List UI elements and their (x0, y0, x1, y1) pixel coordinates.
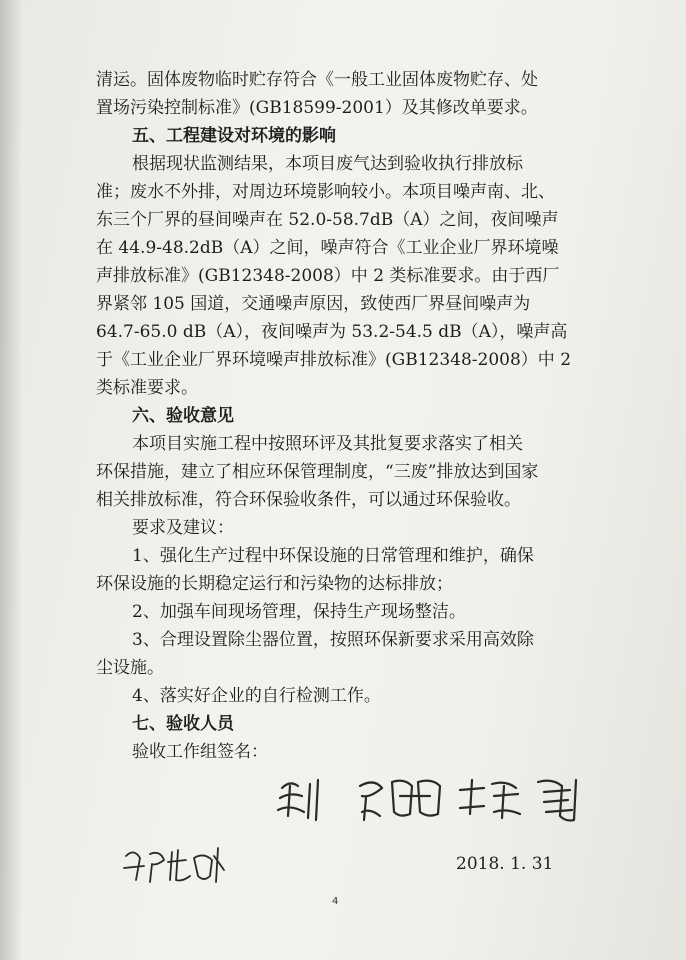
list-item: 2、加强车间现场管理，保持生产现场整洁。 (132, 602, 466, 622)
body-line: 在 44.9-48.2dB（A）之间，噪声符合《工业企业厂界环境噪 (96, 238, 559, 258)
document-body (96, 66, 586, 766)
section-heading-5: 五、工程建设对环境的影响 (132, 126, 336, 146)
body-line: 声排放标准》(GB12348-2008）中 2 类标准要求。由于西厂 (96, 266, 560, 286)
list-item-continued: 环保设施的长期稳定运行和污染物的达标排放； (96, 574, 453, 594)
body-line: 东三个厂界的昼间噪声在 52.0-58.7dB（A）之间，夜间噪声 (96, 210, 559, 230)
section-heading-7: 七、验收人员 (132, 714, 234, 734)
handwritten-signatures (270, 768, 630, 828)
page-number: 4 (332, 896, 339, 907)
body-line: 根据现状监测结果，本项目废气达到验收执行排放标 (132, 154, 523, 174)
body-line: 环保措施，建立了相应环保管理制度，“三废”排放达到国家 (96, 462, 539, 482)
body-line: 本项目实施工程中按照环评及其批复要求落实了相关 (132, 434, 523, 454)
body-line: 相关排放标准，符合环保验收条件，可以通过环保验收。 (96, 490, 521, 510)
body-line: 清运。固体废物临时贮存符合《一般工业固体废物贮存、处 (96, 70, 538, 90)
document-date: 2018. 1. 31 (456, 854, 554, 874)
body-line: 64.7-65.0 dB（A），夜间噪声为 53.2-54.5 dB（A），噪声高 (96, 322, 568, 342)
list-item: 4、落实好企业的自行检测工作。 (132, 686, 381, 706)
body-line: 类标准要求。 (96, 378, 198, 398)
body-line: 准；废水不外排，对周边环境影响较小。本项目噪声南、北、 (96, 182, 555, 202)
body-line: 要求及建议： (132, 518, 234, 538)
section-heading-6: 六、验收意见 (132, 406, 234, 426)
list-item-continued: 尘设施。 (96, 658, 164, 678)
body-line: 置场污染控制标准》(GB18599-2001）及其修改单要求。 (96, 98, 538, 118)
handwritten-signature-left (120, 836, 230, 886)
signature-label: 验收工作组签名： (132, 742, 268, 762)
list-item: 3、合理设置除尘器位置，按照环保新要求采用高效除 (132, 630, 534, 650)
page-edge-shadow (0, 0, 22, 960)
body-line: 于《工业企业厂界环境噪声排放标准》(GB12348-2008）中 2 (96, 350, 572, 370)
list-item: 1、强化生产过程中环保设施的日常管理和维护，确保 (132, 546, 534, 566)
body-line: 界紧邻 105 国道，交通噪声原因，致使西厂界昼间噪声为 (96, 294, 531, 314)
